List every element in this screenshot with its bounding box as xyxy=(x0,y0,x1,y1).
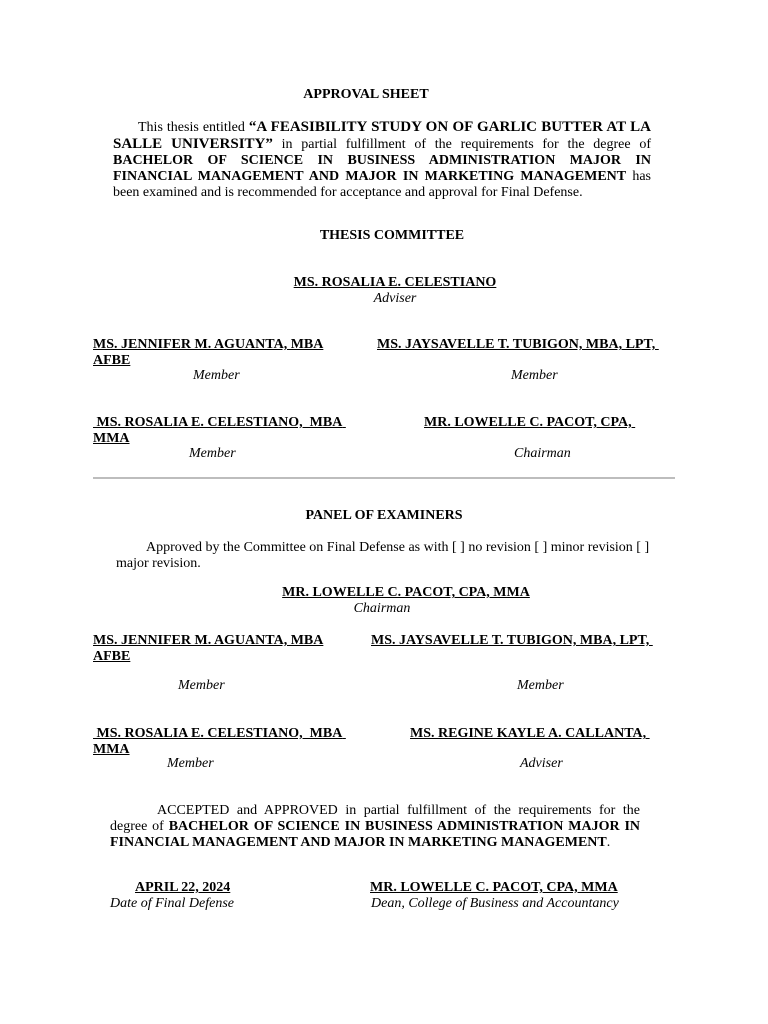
thesis-title: “A FEASIBILITY STUDY ON OF GARLIC BUTTER AT LA SALLE UNIVERSITY” xyxy=(113,119,652,152)
dean-title: Dean, College of Business and Accountancy xyxy=(371,896,619,911)
acceptance-text: ACCEPTED and APPROVED in partial fulfillment of the requirements for the degree of xyxy=(110,803,640,834)
panel-adviser-role: Adviser xyxy=(520,756,563,771)
panel-member-role: Member xyxy=(178,678,225,693)
panel-member-role: Member xyxy=(167,756,214,771)
acceptance-degree: BACHELOR OF SCIENCE IN BUSINESS ADMINISTRATION MAJOR IN FINANCIAL MANAGEMENT AND MAJOR IN MARKETING MANAGEMENT xyxy=(110,819,640,850)
approval-end-text: has been examined and is recommended for acceptance and approval for Final Defense. xyxy=(113,169,651,200)
committee-chairman-name: MR. LOWELLE C. PACOT, CPA, xyxy=(424,415,636,430)
acceptance-paragraph xyxy=(110,803,640,851)
committee-adviser-name: MS. ROSALIA E. CELESTIANO xyxy=(293,275,497,290)
committee-member-role: Member xyxy=(511,368,558,383)
committee-heading: THESIS COMMITTEE xyxy=(319,228,465,243)
committee-chairman-role: Chairman xyxy=(514,446,571,461)
defense-date-label: Date of Final Defense xyxy=(110,896,235,911)
panel-adviser-name: MS. REGINE KAYLE A. CALLANTA, xyxy=(410,726,650,741)
section-divider xyxy=(93,477,675,479)
committee-adviser-role: Adviser xyxy=(373,291,417,306)
acceptance-end: . xyxy=(606,835,611,850)
approval-intro-text: This thesis entitled xyxy=(138,120,249,135)
panel-approval-text: Approved by the Committee on Final Defense as with [ ] no revision [ ] minor revision [ ] major revision. xyxy=(116,540,650,571)
degree-name: BACHELOR OF SCIENCE IN BUSINESS ADMINISTRATION MAJOR IN FINANCIAL MANAGEMENT AND MAJOR IN MARKETING MANAGEMENT xyxy=(113,153,651,184)
committee-member-name: MS. ROSALIA E. CELESTIANO, MBA MMA xyxy=(93,415,346,446)
panel-member-name: MS. JAYSAVELLE T. TUBIGON, MBA, LPT, xyxy=(371,633,653,648)
committee-member-role: Member xyxy=(189,446,236,461)
approval-paragraph xyxy=(113,119,651,201)
panel-chair-role: Chairman xyxy=(353,601,411,616)
panel-chair xyxy=(210,585,602,617)
approval-title: APPROVAL SHEET xyxy=(303,87,429,102)
panel-member-role: Member xyxy=(517,678,564,693)
committee-member-name: MS. JAYSAVELLE T. TUBIGON, MBA, LPT, xyxy=(377,337,659,352)
panel-member-name: MS. JENNIFER M. AGUANTA, MBA AFBE xyxy=(93,633,324,664)
panel-heading: PANEL OF EXAMINERS xyxy=(305,508,463,523)
dean-name: MR. LOWELLE C. PACOT, CPA, MMA xyxy=(370,880,618,895)
panel-member-name: MS. ROSALIA E. CELESTIANO, MBA MMA xyxy=(93,726,346,757)
committee-adviser xyxy=(200,275,590,307)
committee-member-name: MS. JENNIFER M. AGUANTA, MBA AFBE xyxy=(93,337,324,368)
committee-member-role: Member xyxy=(193,368,240,383)
approval-mid-text: in partial fulfillment of the requirements for the degree of xyxy=(272,137,651,152)
defense-date: APRIL 22, 2024 xyxy=(135,880,231,895)
panel-chair-name: MR. LOWELLE C. PACOT, CPA, MMA xyxy=(282,585,530,600)
